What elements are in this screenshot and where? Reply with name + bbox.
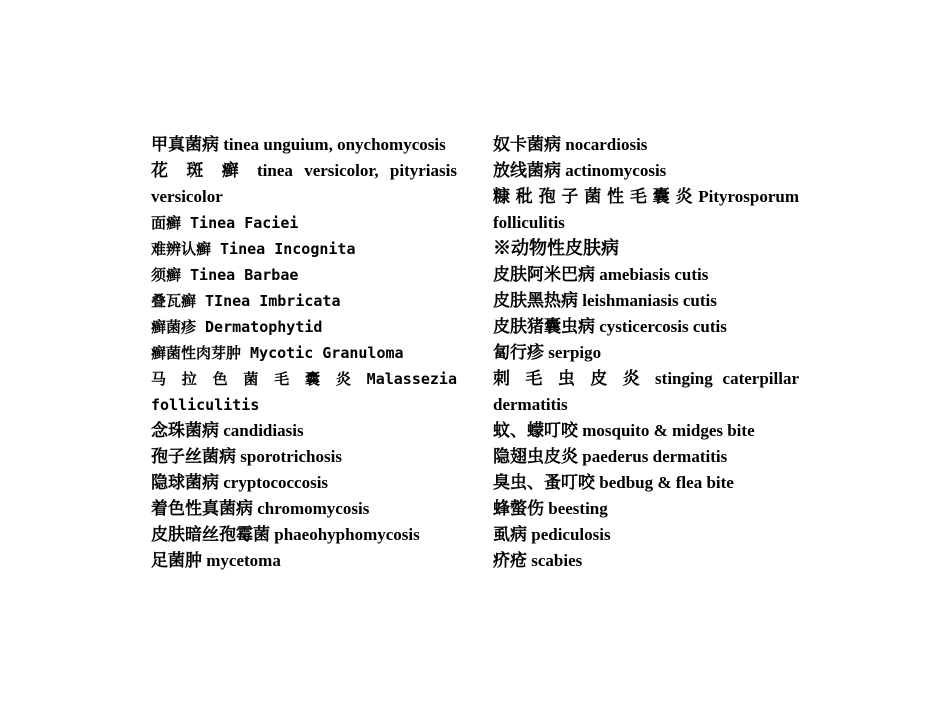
- term-line: 虱病 pediculosis: [493, 525, 611, 544]
- term-line: folliculitis: [493, 213, 565, 232]
- term-line: 刺 毛 虫 皮 炎 stinging caterpillar: [493, 369, 799, 388]
- term-line: 奴卡菌病 nocardiosis: [493, 135, 648, 154]
- section-heading: ※动物性皮肤病: [493, 238, 619, 259]
- term-line: 癣菌疹 Dermatophytid: [151, 318, 323, 336]
- term-line: 臭虫、蚤叮咬 bedbug & flea bite: [493, 473, 734, 492]
- term-line: 花 斑 癣 tinea versicolor, pityriasis: [151, 161, 457, 180]
- term-line: 糠 秕 孢 子 菌 性 毛 囊 炎 Pityrosporum: [493, 187, 799, 206]
- term-line: folliculitis: [151, 396, 260, 414]
- term-line: 念珠菌病 candidiasis: [151, 421, 304, 440]
- term-line: dermatitis: [493, 395, 568, 414]
- term-line: 叠瓦癣 TInea Imbricata: [151, 292, 341, 310]
- right-term-column: [493, 132, 799, 574]
- term-line: 足菌肿 mycetoma: [151, 551, 281, 570]
- term-line: 皮肤阿米巴病 amebiasis cutis: [493, 265, 709, 284]
- term-line: 疥疮 scabies: [493, 551, 583, 570]
- term-line: 难辨认癣 Tinea Incognita: [151, 240, 356, 258]
- term-line: 面癣 Tinea Faciei: [151, 214, 299, 232]
- term-line: 隐球菌病 cryptococcosis: [151, 473, 329, 492]
- term-line: 孢子丝菌病 sporotrichosis: [151, 447, 342, 466]
- term-line: 放线菌病 actinomycosis: [493, 161, 667, 180]
- term-line: 癣菌性肉芽肿 Mycotic Granuloma: [151, 344, 404, 362]
- term-line: versicolor: [151, 187, 223, 206]
- term-line: 匐行疹 serpigo: [493, 343, 602, 362]
- left-term-column: [151, 132, 457, 574]
- term-line: 着色性真菌病 chromomycosis: [151, 499, 370, 518]
- term-line: 皮肤暗丝孢霉菌 phaeohyphomycosis: [151, 525, 420, 544]
- term-line: 皮肤猪囊虫病 cysticercosis cutis: [493, 317, 727, 336]
- term-line: 隐翅虫皮炎 paederus dermatitis: [493, 447, 728, 466]
- term-line: 须癣 Tinea Barbae: [151, 266, 299, 284]
- term-line: 皮肤黑热病 leishmaniasis cutis: [493, 291, 717, 310]
- term-line: 马 拉 色 菌 毛 囊 炎 Malassezia: [151, 370, 457, 388]
- term-line: 蚊、蠓叮咬 mosquito & midges bite: [493, 421, 755, 440]
- term-line: 蜂螫伤 beesting: [493, 499, 608, 518]
- term-line: 甲真菌病 tinea unguium, onychomycosis: [151, 135, 446, 154]
